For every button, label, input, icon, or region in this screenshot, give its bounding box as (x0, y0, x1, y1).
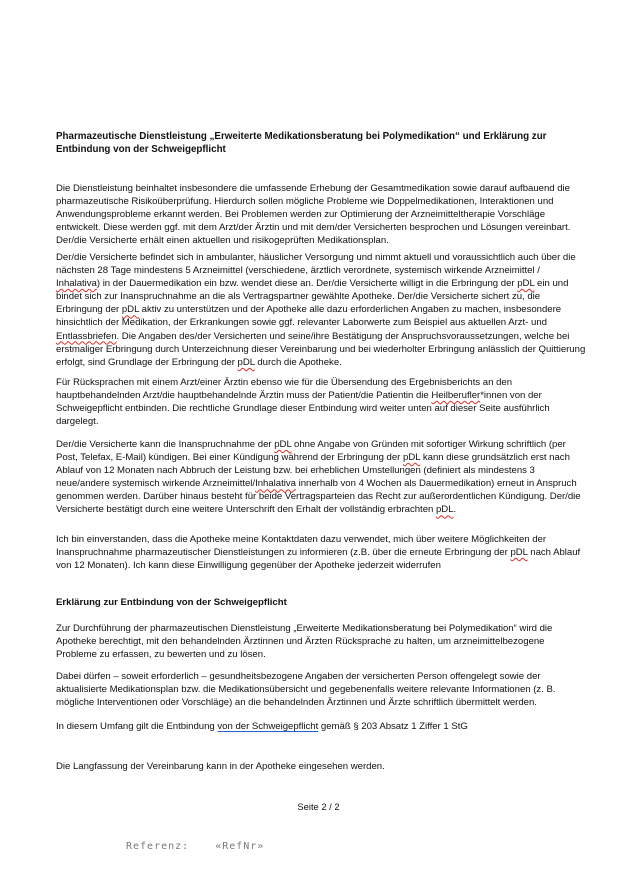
paragraph-consultation (56, 376, 586, 428)
text-segment: Ich bin einverstanden, dass die Apotheke meine Kontaktdaten dazu verwendet, mich über weitere Möglichkeiten der Inanspruchnahme pharmazeutischer Dienstleistungen zu informieren (z.B. über die erneute Erbringung der (56, 534, 547, 559)
paragraph-legal-basis (56, 720, 586, 733)
spellcheck-word: Inhalativa (255, 478, 296, 490)
spellcheck-word: pDL (403, 452, 421, 464)
text-segment: ohne Angabe von Gründen mit sofortiger Wirkung schriftlich (per Post, Telefax, E-Mail) kündigen. Bei einer Kündigung während der Erbringung der (56, 439, 566, 464)
spellcheck-word: pDL (435, 504, 454, 516)
paragraph-confidentiality-scope: Dabei dürfen – soweit erforderlich – gesundheitsbezogene Angaben der versicherten Person offengelegt sowie der aktualisierte Medikationsplan bzw. die Medikationsübersicht und gegebenenfalls weitere relevante Informationen (z. B. mögliche Interventionen oder Vorschläge) an die behandelnden Ärztinnen und Ärzte schriftlich übermittelt werden. (56, 671, 556, 709)
spellcheck-word: pDL (237, 356, 255, 368)
reference-label: Referenz: (126, 841, 190, 852)
text-segment: ein und bindet sich zur Inanspruchnahme an die als Vertragspartner gewählte Apotheke. Der/die Versicherte sichert zu, die Erbringung der (56, 278, 569, 316)
document-title: Pharmazeutische Dienstleistung „Erweiterte Medikationsberatung bei Polymedikation“ und Erklärung zur Entbindung von der Schweigepflicht (56, 131, 547, 156)
paragraph-termination (56, 438, 586, 517)
spellcheck-word: pDL (517, 278, 535, 290)
reference-field (126, 841, 264, 852)
spellcheck-word: Heilberufler (431, 390, 481, 402)
text-segment: innerhalb von 4 Wochen als Dauermedikation) erneut in Anspruch genommen werden. Darüber hinaus besteht für beide Vertragsparteien das Recht zur außerordentlichen Kündigung. Der/die Versicherte bestätigt durch eine weitere Unterschrift den Erhalt der vollständig erbrachten (56, 478, 581, 516)
text-segment: . (453, 504, 457, 516)
section-heading-confidentiality: Erklärung zur Entbindung von der Schweigepflicht (56, 597, 287, 608)
spellcheck-word: pDL (121, 304, 140, 316)
confidentiality-link[interactable]: von der Schweigepflicht (217, 721, 319, 732)
text-segment: aktiv zu unterstützen und der Apotheke alle dazu erforderlichen Angaben zu machen, insbesondere hinsichtlich der Medikation, der Erkrankungen sowie ggf. relevanter Laborwerte zum Beispiel aus aktuellen Arzt- und (56, 304, 562, 329)
paragraph-long-version: Die Langfassung der Vereinbarung kann in der Apotheke eingesehen werden. (56, 761, 385, 772)
text-segment: Der/die Versicherte kann die Inanspruchnahme der (56, 439, 275, 450)
text-segment: In diesem Umfang gilt die Entbindung (56, 721, 218, 732)
text-segment: *innen von der Schweigepflicht entbinden. Die rechtliche Grundlage dieser Entbindung wird weiter unten auf dieser Seite ausführlich dargelegt. (56, 390, 550, 428)
paragraph-service-description: Die Dienstleistung beinhaltet insbesondere die umfassende Erhebung der Gesamtmedikation sowie darauf aufbauend die pharmazeutische Risikoüberprüfung. Hierdurch sollen mögliche Probleme wie Doppelmedikationen, Interaktionen und Anwendungsprobleme erkannt werden. Bei Problemen werden zur Optimierung der Arzneimitteltherapie Vorschläge entwickelt. Diese werden ggf. mit dem Arzt/der Ärztin und mit dem/der Versicherten besprochen und Lösungen vereinbart. Der/die Versicherte erhält einen aktuellen und risikogeprüften Medikationsplan. (56, 183, 571, 247)
reference-value: «RefNr» (215, 841, 265, 852)
text-segment: . Die Angaben des/der Versicherten und seine/ihre Bestätigung der Anspruchsvoraussetzungen, welche bei erstmaliger Erbringung durch Unterzeichnung dieser Vereinbarung und bei wiederholter Erbringung anlässlich der Quittierung erfolgt, sind Grundlage der Erbringung der (56, 330, 586, 368)
spellcheck-word: Inhalativa (56, 278, 97, 290)
text-segment: ) in der Dauermedikation ein bzw. wendet diese an. Der/die Versicherte willigt in die Erbringung der (96, 278, 518, 290)
text-segment: Der/die Versicherte befindet sich in ambulanter, häuslicher Versorgung und nimmt aktuell und voraussichtlich auch über die nächsten 28 Tage mindestens 5 Arzneimittel (verschiedene, ärztlich verordnete, systemisch wirkende Arzneimittel / (56, 252, 576, 277)
text-segment: durch die Apotheke. (254, 356, 342, 368)
spellcheck-word: pDL (274, 439, 292, 450)
paragraph-confidentiality-purpose: Zur Durchführung der pharmazeutischen Dienstleistung „Erweiterte Medikationsberatung bei Polymedikation“ wird die Apotheke berechtigt, mit den behandelnden Ärztinnen und Ärzten Rücksprache zu halten, um arzneimittelbezogene Probleme zu erfassen, zu bewerten und zu lösen. (56, 623, 553, 661)
paragraph-eligibility (56, 251, 586, 369)
text-segment: nach Ablauf von 12 Monaten). Ich kann diese Einwilligung gegenüber der Apotheke jederzeit widerrufen (56, 547, 581, 572)
paragraph-contact-consent (56, 533, 586, 572)
text-segment: Für Rücksprachen mit einem Arzt/einer Ärztin ebenso wie für die Übersendung des Ergebnisberichts an den hauptbehandelnden Arzt/die hauptbehandelnde Ärztin muss der Patient/die Patientin die (56, 377, 513, 402)
page-number: Seite 2 / 2 (297, 801, 340, 812)
spellcheck-word: pDL (510, 547, 528, 559)
text-segment: kann diese grundsätzlich erst nach Ablauf von 12 Monaten nach Abbruch der Leistung bzw. bei erheblichen Umstellungen (definiert als mindestens 3 neue/andere systemisch wirkende Arzneimittel/ (56, 452, 570, 490)
text-segment: gemäß § 203 Absatz 1 Ziffer 1 StG (318, 721, 468, 732)
spellcheck-word: Entlassbriefen (56, 330, 117, 342)
